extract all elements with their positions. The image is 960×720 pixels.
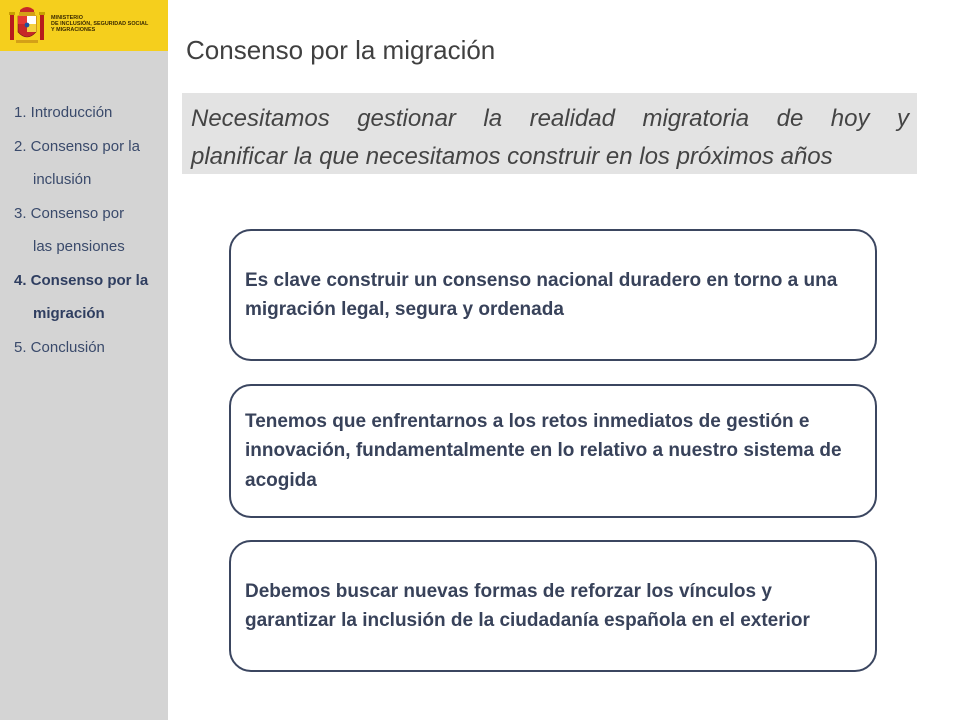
key-point-box	[229, 229, 877, 361]
subtitle-line: planificar la que necesitamos construir en los próximos años	[191, 143, 833, 170]
subtitle-banner	[182, 93, 917, 174]
agenda-item-label-cont: las pensiones	[33, 238, 125, 255]
agenda-item-migracion[interactable]	[14, 264, 164, 331]
ministry-line: Y MIGRACIONES	[51, 27, 96, 33]
agenda-nav	[14, 96, 164, 364]
key-point-text: Tenemos que enfrentarnos a los retos inmediatos de gestión e innovación, fundamentalmente en lo relativo a nuestro sistema de acogida	[245, 410, 842, 491]
key-point-box	[229, 540, 877, 672]
agenda-item-conclusion[interactable]	[14, 331, 164, 365]
agenda-item-label: 3. Consenso por	[14, 204, 125, 222]
agenda-item-label-cont: inclusión	[33, 171, 92, 188]
ministry-name	[51, 15, 166, 33]
key-point-text: Debemos buscar nuevas formas de reforzar los vínculos y garantizar la inclusión de la ciudadanía española en el exterior	[245, 580, 810, 631]
agenda-item-inclusion[interactable]	[14, 130, 164, 197]
key-point-box	[229, 384, 877, 518]
agenda-item-label: 1. Introducción	[14, 104, 113, 121]
sidebar	[0, 0, 168, 720]
key-point-text: Es clave construir un consenso nacional duradero en torno a una migración legal, segura y ordenada	[245, 269, 838, 320]
agenda-item-label-cont: migración	[33, 305, 105, 322]
ministry-logo	[0, 0, 168, 51]
agenda-item-label: 4. Consenso por la	[14, 271, 149, 289]
agenda-item-pensiones[interactable]	[14, 197, 164, 264]
agenda-item-label: 5. Conclusión	[14, 338, 105, 356]
agenda-item-introduccion[interactable]	[14, 96, 164, 130]
ministry-line: DE INCLUSIÓN, SEGURIDAD SOCIAL	[51, 21, 149, 27]
coat-of-arms-icon	[8, 4, 46, 46]
ministry-line: MINISTERIO	[51, 15, 83, 21]
page-title: Consenso por la migración	[186, 35, 496, 65]
agenda-item-label: 2. Consenso por la	[14, 137, 140, 155]
subtitle-line: Necesitamos gestionar la realidad migratoria de hoy y	[191, 105, 909, 132]
